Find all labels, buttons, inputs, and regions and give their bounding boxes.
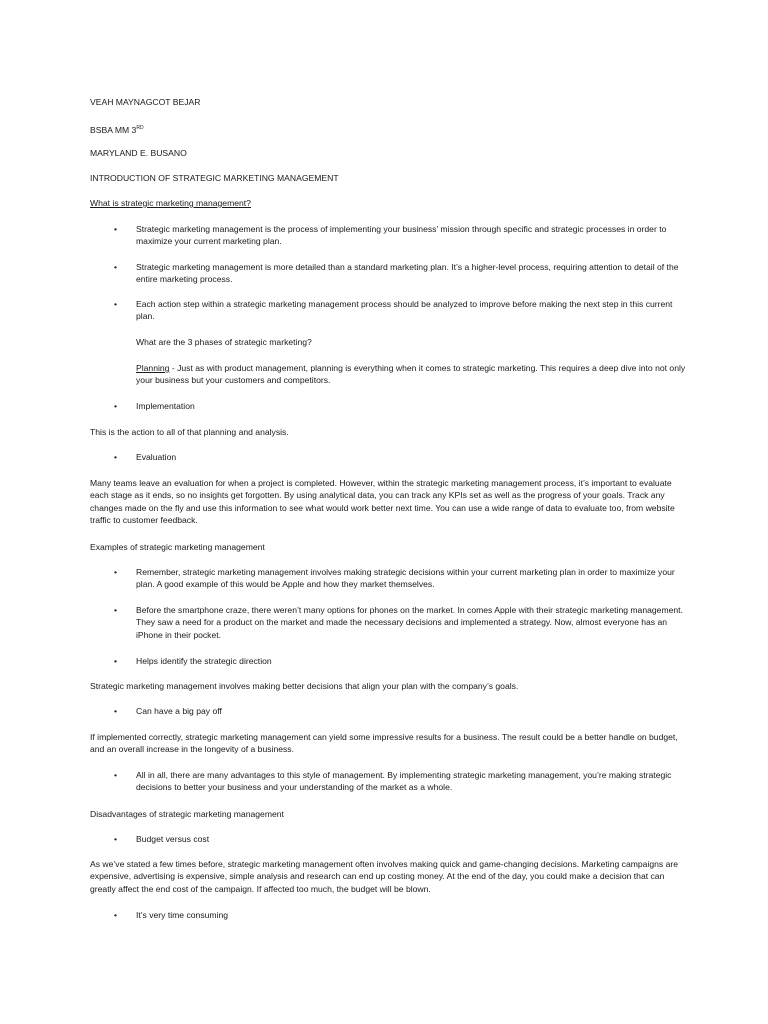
bullet-marker: • xyxy=(114,224,118,234)
bullet-text: All in all, there are many advantages to this style of management. By implementing strategic marketing management, you’re making strategic decisions to better your business and your understanding of the market as a whole. xyxy=(136,770,672,793)
bullet-text: Before the smartphone craze, there weren’t many options for phones on the market. In comes Apple with their strategic marketing management. They saw a need for a product on the market and made the necessary decisions and implemented a strategy. Now, almost everyone has an iPhone in their pocket. xyxy=(136,605,683,640)
bullet-marker: • xyxy=(114,706,118,716)
section-heading: Examples of strategic marketing management xyxy=(90,542,265,552)
evaluation-paragraph: Many teams leave an evaluation for when a project is completed. However, within the strategic marketing management process, it’s important to evaluate each stage as it ends, so no insights get forgotten. By using analytical data, you can track any KPIs set as well as the progress of your goals. Track any changes made on the fly and use this information to see what would work better next time. You can use a wide range of data to evaluate too, from website traffic to customer feedback. xyxy=(90,478,675,526)
bullet-marker: • xyxy=(114,567,118,577)
bullet-text: Budget versus cost xyxy=(136,834,210,844)
bullet-text: It’s very time consuming xyxy=(136,910,229,920)
section-question: What is strategic marketing management? xyxy=(90,198,251,208)
payoff-paragraph: If implemented correctly, strategic marketing management can yield some impressive results for a business. The result could be a better handle on budget, and an overall increase in the longevity of a business. xyxy=(90,732,678,755)
subject-title: INTRODUCTION OF STRATEGIC MARKETING MANAGEMENT xyxy=(90,173,339,183)
bullet-text: Strategic marketing management is more detailed than a standard marketing plan. It’s a higher-level process, requiring attention to detail of the entire marketing process. xyxy=(136,262,679,285)
bullet-text: Can have a big pay off xyxy=(136,706,222,716)
student-name: VEAH MAYNAGCOT BEJAR xyxy=(90,97,201,107)
bullet-marker: • xyxy=(114,605,118,615)
course-superscript: RD xyxy=(136,125,144,131)
bullet-text: Strategic marketing management is the process of implementing your business’ mission through specific and strategic processes in order to maximize your current marketing plan. xyxy=(136,224,667,247)
planning-paragraph xyxy=(136,362,686,387)
bullet-text: Implementation xyxy=(136,401,195,411)
direction-paragraph: Strategic marketing management involves making better decisions that align your plan with the company’s goals. xyxy=(90,681,519,691)
bullet-marker: • xyxy=(114,834,118,844)
planning-label: Planning xyxy=(136,363,170,373)
bullet-marker: • xyxy=(114,401,118,411)
bullet-text: Helps identify the strategic direction xyxy=(136,656,272,666)
bullet-marker: • xyxy=(114,262,118,272)
bullet-marker: • xyxy=(114,770,118,780)
section-heading: Disadvantages of strategic marketing management xyxy=(90,809,284,819)
planning-text: - Just as with product management, planning is everything when it comes to strategic marketing. This requires a deep dive into not only your business but your customers and competitors. xyxy=(136,363,686,386)
bullet-marker: • xyxy=(114,656,118,666)
bullet-text: Each action step within a strategic marketing management process should be analyzed to improve before making the next step in this current plan. xyxy=(136,299,673,322)
budget-paragraph: As we’ve stated a few times before, strategic marketing management often involves making quick and game-changing decisions. Marketing campaigns are expensive, advertising is expensive, simple analysis and research can end up costing money. At the end of the day, you could make a decision that can greatly affect the end cost of the campaign. If affected too much, the budget will be blown. xyxy=(90,859,679,894)
bullet-marker: • xyxy=(114,910,118,920)
bullet-text: Evaluation xyxy=(136,452,177,462)
bullet-marker: • xyxy=(114,452,118,462)
bullet-marker: • xyxy=(114,299,118,309)
instructor-name: MARYLAND E. BUSANO xyxy=(90,148,187,158)
phases-question: What are the 3 phases of strategic marketing? xyxy=(136,337,312,347)
course-text: BSBA MM 3 xyxy=(90,125,137,135)
implementation-paragraph: This is the action to all of that planning and analysis. xyxy=(90,427,289,437)
course-line xyxy=(90,122,690,136)
bullet-text: Remember, strategic marketing management involves making strategic decisions within your current marketing plan in order to maximize your plan. A good example of this would be Apple and how they market themselves. xyxy=(136,567,675,590)
